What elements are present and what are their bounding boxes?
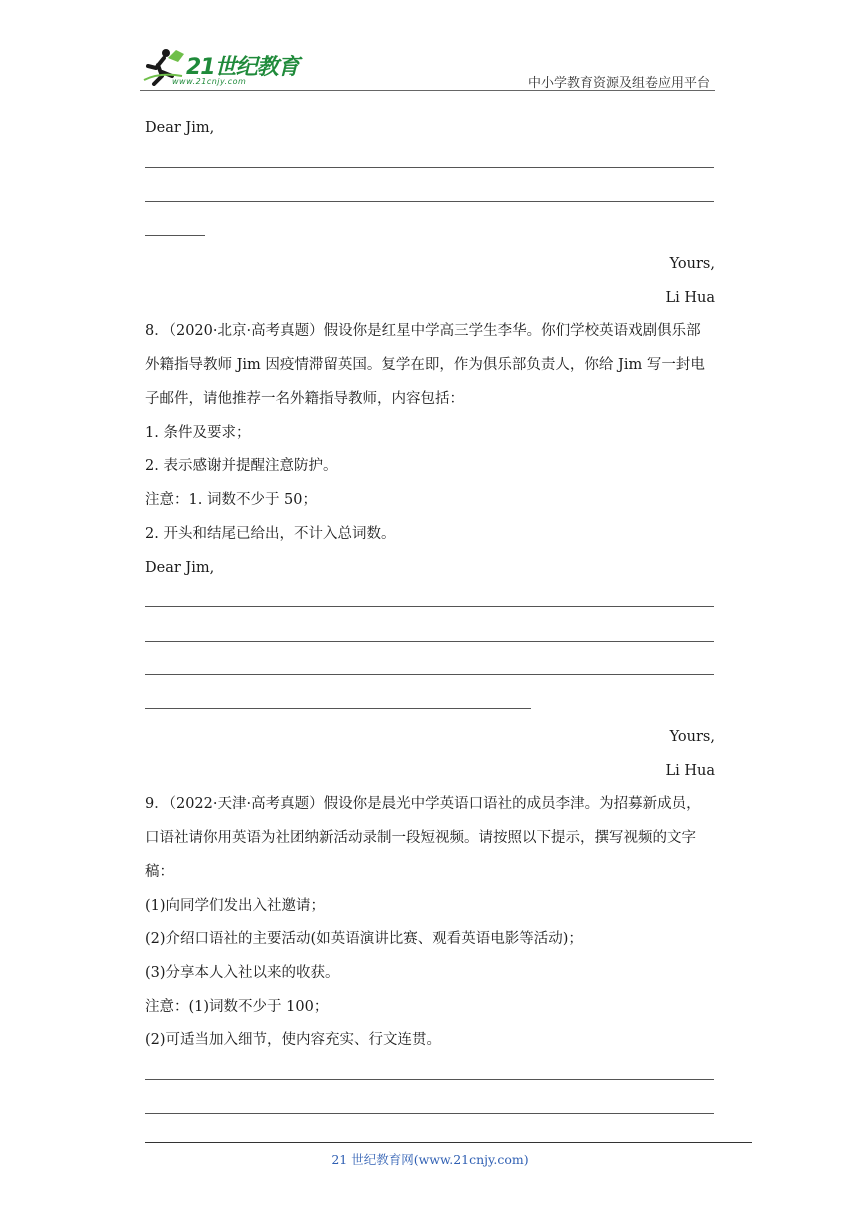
header-divider [140, 90, 715, 91]
signature: Li Hua [665, 290, 715, 306]
signature: Li Hua [665, 763, 715, 779]
sign-off: Yours, [669, 256, 715, 272]
answer-line[interactable] [145, 201, 714, 202]
question-8-line-3: 子邮件，请他推荐一名外籍指导教师，内容包括： [145, 391, 464, 407]
site-logo [142, 44, 312, 90]
question-8-line-1: 8．（2020·北京·高考真题）假设你是红星中学高三学生李华。你们学校英语戏剧俱乐部 [145, 323, 701, 339]
answer-line[interactable] [145, 606, 714, 607]
answer-line[interactable] [145, 1079, 714, 1080]
answer-line[interactable] [145, 1113, 714, 1114]
answer-line[interactable] [145, 708, 531, 709]
answer-line[interactable] [145, 235, 205, 236]
answer-line[interactable] [145, 674, 714, 675]
question-9-line-1: 9．（2022·天津·高考真题）假设你是晨光中学英语口语社的成员李津。为招募新成员， [145, 796, 701, 812]
platform-name: 中小学教育资源及组卷应用平台 [527, 76, 710, 91]
sign-off: Yours, [669, 729, 715, 745]
footer-link[interactable]: 21 世纪教育网(www.21cnjy.com) [331, 1152, 529, 1167]
logo-text: 21世纪教育 [186, 55, 299, 80]
question-9-item-3: (3)分享本人入社以来的收获。 [145, 965, 340, 981]
question-9-item-1: (1)向同学们发出入社邀请； [145, 898, 326, 914]
question-8-line-2: 外籍指导教师 Jim 因疫情滞留英国。复学在即，作为俱乐部负责人，你给 Jim 写一封电 [145, 357, 705, 373]
question-8-item-2: 2. 表示感谢并提醒注意防护。 [145, 458, 338, 474]
question-8-note-1: 注意：1. 词数不少于 50； [145, 492, 318, 508]
answer-line[interactable] [145, 167, 714, 168]
question-9-note-2: (2)可适当加入细节，使内容充实、行文连贯。 [145, 1032, 442, 1048]
logo-url: www.21cnjy.com [172, 77, 247, 86]
salutation: Dear Jim, [145, 120, 215, 136]
question-9-note-1: 注意：(1)词数不少于 100； [145, 999, 329, 1015]
salutation: Dear Jim, [145, 560, 215, 576]
question-9-item-2: (2)介绍口语社的主要活动(如英语演讲比赛、观看英语电影等活动)； [145, 931, 583, 947]
question-9-line-2: 口语社请你用英语为社团纳新活动录制一段短视频。请按照以下提示，撰写视频的文字 [145, 830, 696, 846]
question-9-line-3: 稿： [145, 864, 174, 880]
answer-line[interactable] [145, 641, 714, 642]
footer-divider [145, 1142, 752, 1143]
question-8-note-2: 2. 开头和结尾已给出，不计入总词数。 [145, 526, 396, 542]
question-8-item-1: 1. 条件及要求； [145, 425, 251, 441]
